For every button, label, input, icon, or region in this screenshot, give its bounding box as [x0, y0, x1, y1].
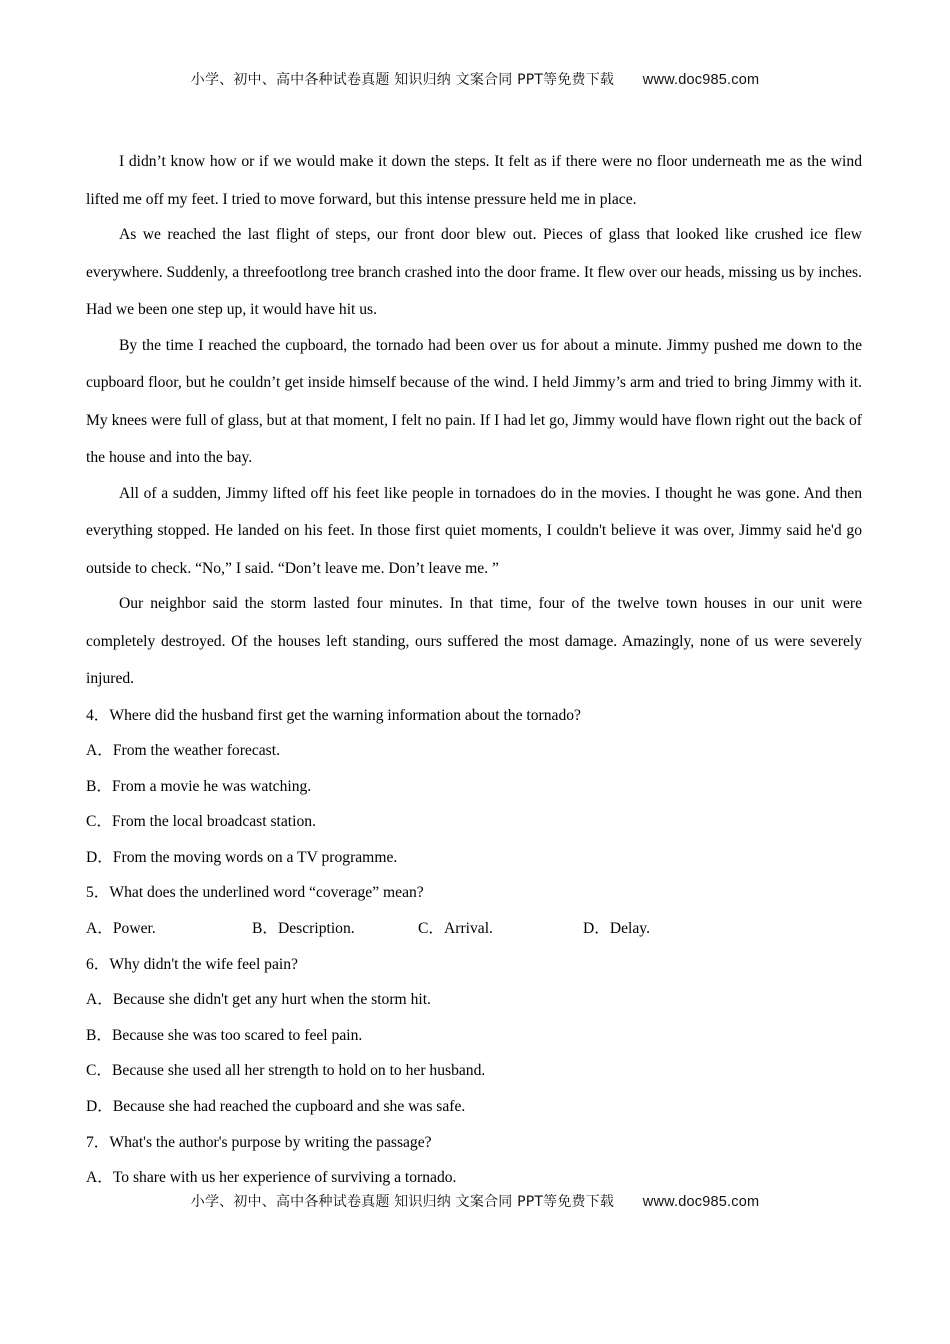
option-a: A．To share with us her experience of surviving a tornado.: [86, 1169, 457, 1187]
option-b: B．From a movie he was watching.: [86, 777, 312, 795]
footer-text: 小学、初中、高中各种试卷真题 知识归纳 文案合同 PPT等免费下载: [190, 1194, 615, 1210]
page-header: [0, 69, 950, 89]
document-body: [86, 143, 862, 1196]
header-url: www.doc985.com: [642, 72, 760, 88]
option-a: A．Because she didn't get any hurt when the storm hit.: [86, 991, 431, 1009]
question-4: [86, 698, 862, 876]
option-c: C．Because she used all her strength to hold on to her husband.: [86, 1062, 486, 1080]
passage-paragraph: All of a sudden, Jimmy lifted off his feet like people in tornadoes do in the movies. I thought he was gone. And then everything stopped. He landed on his feet. In those first quiet moments, I couldn't believe it was over, Jimmy said he'd go outside to check. “No,” I said. “Don’t leave me. Don’t leave me. ”: [86, 484, 862, 577]
passage-paragraph: As we reached the last flight of steps, our front door blew out. Pieces of glass that looked like crushed ice flew everywhere. Suddenly, a threefootlong tree branch crashed into the door frame. It flew over our heads, missing us by inches. Had we been one step up, it would have hit us.: [86, 226, 862, 318]
passage-paragraph: Our neighbor said the storm lasted four minutes. In that time, four of the twelve town houses in our unit were completely destroyed. Of the houses left standing, ours suffered the most damage. Amazingly, none of us were severely injured.: [86, 595, 862, 687]
option-d: D．Delay.: [583, 920, 650, 938]
question-stem: 6．Why didn't the wife feel pain?: [86, 955, 298, 973]
question-5: [86, 875, 862, 946]
option-c: C．From the local broadcast station.: [86, 813, 316, 831]
option-b: B．Because she was too scared to feel pain.: [86, 1026, 363, 1044]
option-d: D．From the moving words on a TV programme.: [86, 848, 398, 866]
header-text: 小学、初中、高中各种试卷真题 知识归纳 文案合同 PPT等免费下载: [190, 72, 615, 88]
footer-url: www.doc985.com: [642, 1194, 760, 1210]
question-stem: 4．Where did the husband first get the warning information about the tornado?: [86, 706, 581, 724]
question-stem: 7．What's the author's purpose by writing the passage?: [86, 1133, 432, 1151]
passage-paragraph: By the time I reached the cupboard, the tornado had been over us for about a minute. Jimmy pushed me down to the cupboard floor, but he couldn’t get inside himself because of the wind. I held Jimmy’s arm and tried to bring Jimmy with it. My knees were full of glass, but at that moment, I felt no pain. If I had let go, Jimmy would have flown right out the back of the house and into the bay.: [86, 336, 862, 466]
option-a: A．From the weather forecast.: [86, 742, 280, 760]
option-d: D．Because she had reached the cupboard and she was safe.: [86, 1098, 466, 1116]
inline-options: [86, 911, 862, 947]
question-stem: 5．What does the underlined word “coverage” mean?: [86, 884, 424, 902]
page-footer: [0, 1191, 950, 1211]
passage-paragraph: I didn’t know how or if we would make it down the steps. It felt as if there were no floor underneath me as the wind lifted me off my feet. I tried to move forward, but this intense pressure held me in place.: [86, 153, 862, 208]
option-a: A．Power.: [86, 920, 156, 938]
question-6: [86, 947, 862, 1125]
option-c: C．Arrival.: [418, 920, 493, 938]
option-b: B．Description.: [252, 920, 355, 938]
question-7: [86, 1125, 862, 1196]
